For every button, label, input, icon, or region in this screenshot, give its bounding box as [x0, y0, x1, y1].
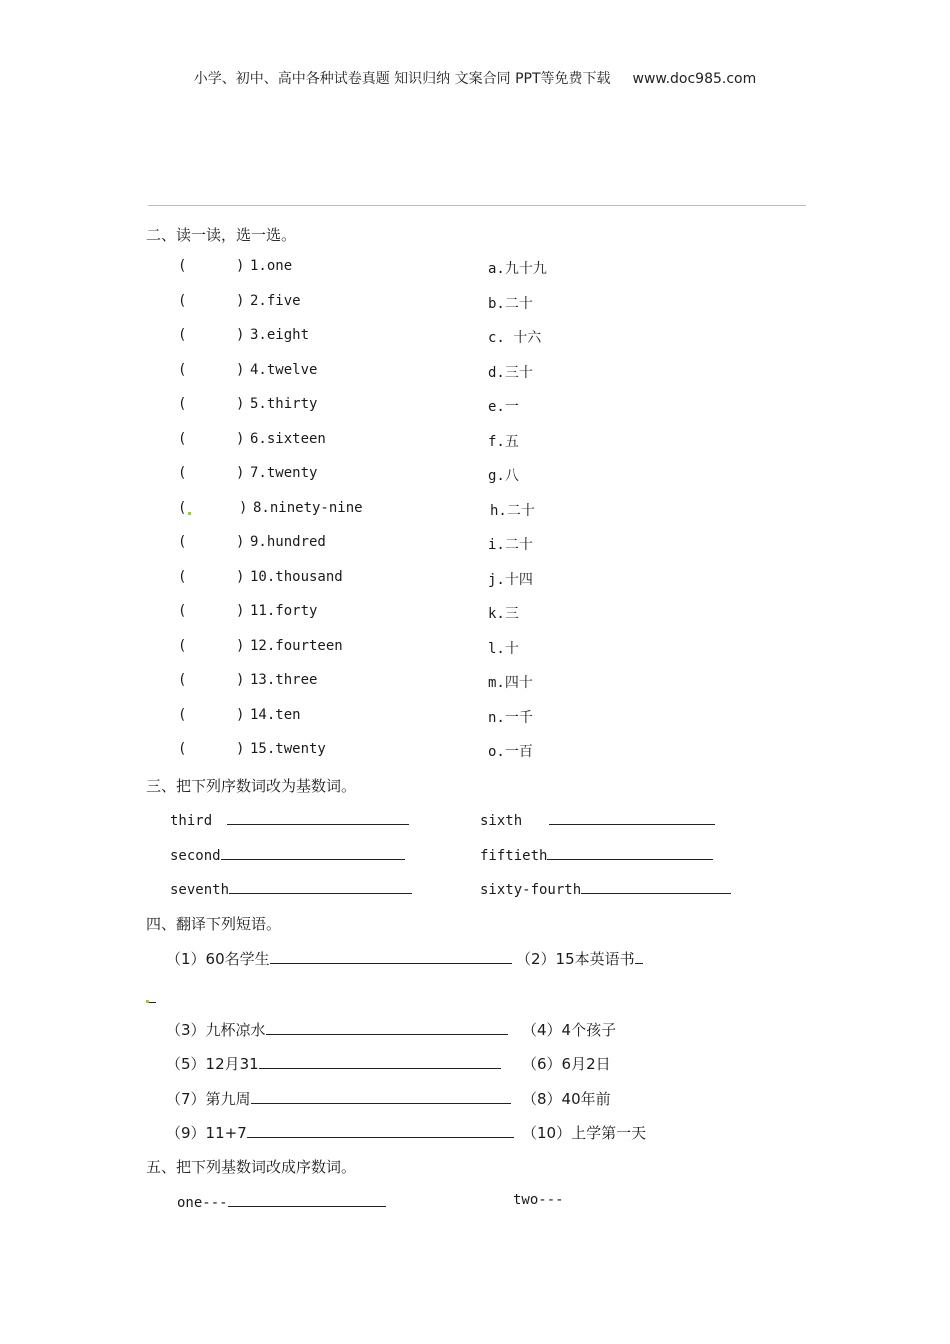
stray-mark [144, 988, 156, 1007]
chinese-option: k.三 [488, 606, 519, 622]
chinese-option: a.九十九 [488, 261, 547, 277]
english-word: 6.sixteen [250, 430, 326, 447]
paren-left[interactable]: ( [178, 430, 187, 447]
paren-right: ) [236, 706, 245, 723]
cardinal-word: one--- [177, 1195, 228, 1211]
chinese-option: m.四十 [488, 675, 533, 691]
paren-left[interactable]: ( [178, 396, 187, 412]
english-word: 11.forty [250, 603, 318, 619]
phrase-text: （5）12月31 [166, 1055, 259, 1073]
english-word: 13.three [250, 672, 318, 688]
chinese-option: n.一千 [488, 709, 533, 726]
phrase-item [166, 1088, 511, 1109]
paren-right: ) [236, 292, 245, 309]
header-text: 小学、初中、高中各种试卷真题 知识归纳 文案合同 PPT等免费下载 [193, 71, 611, 87]
chinese-option: i.二十 [488, 537, 533, 553]
ordinal-item [480, 845, 713, 864]
english-word: 7.twenty [250, 465, 318, 481]
english-word: 5.thirty [250, 396, 318, 412]
match-row [178, 431, 598, 451]
section-3-title: 三、把下列序数词改为基数词。 [146, 777, 357, 795]
answer-blank[interactable] [229, 879, 412, 894]
english-word: 9.hundred [250, 534, 326, 550]
ordinal-word: fiftieth [480, 848, 548, 864]
english-word: 4.twelve [250, 361, 318, 378]
phrase-text: （1）60名学生 [166, 950, 270, 968]
ordinal-word: second [170, 848, 221, 864]
answer-blank[interactable] [581, 879, 731, 894]
paren-right: ) [236, 396, 245, 412]
ordinal-word: third [170, 813, 213, 829]
match-row [178, 362, 598, 382]
chinese-option: g.八 [488, 468, 519, 484]
answer-blank[interactable] [635, 949, 643, 964]
ordinal-item [170, 879, 412, 898]
paren-left[interactable]: ( [178, 568, 187, 585]
match-row [178, 396, 598, 416]
ordinal-item [480, 879, 731, 898]
paren-left[interactable]: ( [178, 258, 187, 274]
phrase-item [522, 1019, 616, 1040]
ordinal-word: sixth [480, 813, 523, 829]
english-word: 2.five [250, 292, 301, 309]
paren-right: ) [239, 499, 248, 516]
ordinal-item [480, 810, 715, 829]
phrase-item [166, 1122, 514, 1143]
ordinal-word: sixty-fourth [480, 882, 582, 898]
answer-blank[interactable] [549, 810, 715, 825]
paren-left[interactable]: ( [178, 672, 187, 688]
english-word: 8.ninety-nine [253, 499, 363, 516]
paren-left[interactable]: ( [178, 706, 187, 723]
ordinal-item [170, 810, 409, 829]
english-word: 1.one [250, 258, 293, 274]
phrase-text: （4）4个孩子 [522, 1021, 617, 1039]
phrase-item [522, 1122, 646, 1143]
phrase-text: （3）九杯凉水 [166, 1021, 266, 1039]
paren-right: ) [236, 258, 245, 274]
paren-left[interactable]: ( [178, 603, 187, 619]
chinese-option: f.五 [488, 433, 519, 450]
english-word: 14.ten [250, 706, 301, 723]
chinese-option: e.一 [488, 399, 519, 415]
match-row [178, 672, 598, 692]
paren-right: ) [236, 741, 245, 757]
phrase-item [166, 1053, 501, 1074]
paren-right: ) [236, 603, 245, 619]
section-2-title: 二、读一读，选一选。 [146, 226, 297, 244]
answer-blank-continued[interactable] [149, 994, 156, 1003]
phrase-text: （6）6月2日 [522, 1055, 611, 1073]
chinese-option: j.十四 [488, 571, 533, 588]
header-url[interactable]: www.doc985.com [632, 71, 757, 87]
paren-right: ) [236, 672, 245, 688]
english-word: 15.twenty [250, 741, 326, 757]
match-row [178, 534, 598, 554]
paren-right: ) [236, 327, 245, 343]
cardinal-item [513, 1192, 564, 1208]
phrase-item [166, 1019, 508, 1040]
paren-left[interactable]: ( [178, 741, 187, 757]
chinese-option: c. 十六 [488, 330, 542, 346]
paren-right: ) [236, 534, 245, 550]
match-row [178, 258, 598, 278]
chinese-option: o.一百 [488, 744, 533, 760]
paren-right: ) [236, 637, 245, 654]
paren-left[interactable]: ( [178, 292, 187, 309]
paren-left[interactable]: ( [178, 534, 187, 550]
english-word: 10.thousand [250, 568, 343, 585]
match-row [178, 638, 598, 658]
answer-blank[interactable] [547, 845, 713, 860]
phrase-text: （7）第九周 [166, 1090, 251, 1108]
phrase-text: （9）11+7 [166, 1124, 247, 1142]
answer-blank[interactable] [227, 810, 409, 825]
phrase-text: （10）上学第一天 [522, 1124, 647, 1142]
english-word: 12.fourteen [250, 637, 343, 654]
paren-right: ) [236, 361, 245, 378]
ordinal-word: seventh [170, 882, 230, 898]
phrase-text: （8）40年前 [522, 1090, 611, 1108]
phrase-item [522, 1088, 611, 1109]
paren-right: ) [236, 430, 245, 447]
section-4-title: 四、翻译下列短语。 [146, 915, 282, 933]
match-row [178, 327, 598, 347]
paren-right: ) [236, 568, 245, 585]
phrase-item [516, 948, 643, 969]
match-row [178, 500, 598, 520]
match-row [178, 741, 598, 761]
answer-blank[interactable] [259, 1054, 501, 1069]
header-divider [148, 205, 806, 206]
chinese-option: d.三十 [488, 364, 533, 381]
match-row [178, 569, 598, 589]
match-row [178, 293, 598, 313]
chinese-option: b.二十 [488, 295, 533, 312]
answer-blank[interactable] [221, 845, 405, 860]
answer-blank[interactable] [251, 1089, 511, 1104]
paren-left[interactable]: ( [178, 637, 187, 654]
match-row [178, 603, 598, 623]
paren-left[interactable]: ( [178, 327, 187, 343]
chinese-option: l.十 [488, 640, 519, 657]
english-word: 3.eight [250, 327, 310, 343]
answer-blank[interactable] [266, 1020, 508, 1035]
match-row [178, 707, 598, 727]
ordinal-item [170, 845, 405, 864]
phrase-item [166, 948, 512, 969]
answer-blank[interactable] [247, 1123, 514, 1138]
paren-left[interactable]: ( [178, 499, 187, 516]
cardinal-word: two--- [513, 1192, 564, 1208]
paren-left[interactable]: ( [178, 361, 187, 378]
green-dot-icon [188, 512, 191, 515]
chinese-option: h.二十 [490, 502, 535, 519]
section-5-title: 五、把下列基数词改成序数词。 [146, 1158, 357, 1176]
cardinal-item [177, 1192, 386, 1211]
match-row [178, 465, 598, 485]
phrase-item [522, 1053, 611, 1074]
paren-left[interactable]: ( [178, 465, 187, 481]
answer-blank[interactable] [270, 949, 512, 964]
phrase-text: （2）15本英语书 [516, 950, 635, 968]
answer-blank[interactable] [228, 1192, 386, 1207]
paren-right: ) [236, 465, 245, 481]
page-header [0, 68, 950, 88]
